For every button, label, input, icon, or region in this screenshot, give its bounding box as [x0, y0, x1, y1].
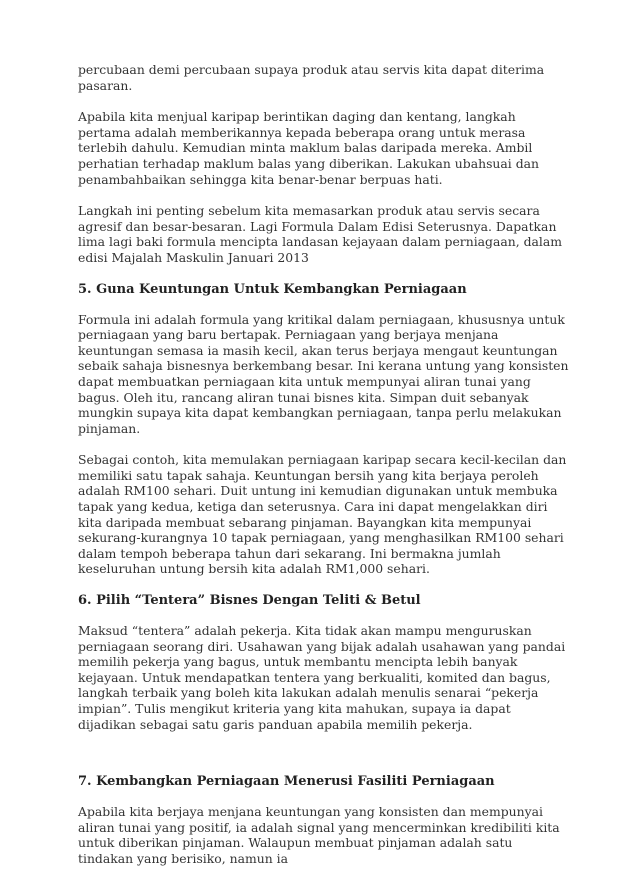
- section-gap: [78, 748, 570, 774]
- section-heading-6: 6. Pilih “Tentera” Bisnes Dengan Teliti & Betul: [78, 593, 421, 609]
- paragraph: Formula ini adalah formula yang kritikal dalam perniagaan, khususnya untuk perniagaan yang baru bertapak. Perniagaan yang berjaya menjana keuntungan semasa ia masih kecil, akan terus berjaya mengaut keuntungan sebaik sahaja bisnesnya berkembang besar. Ini kerana untung yang konsisten dapat membuatkan perniagaan kita untuk mempunyai aliran tunai yang bagus. Oleh itu, rancang aliran tunai bisnes kita. Simpan duit sebanyak mungkin supaya kita dapat kembangkan perniagaan, tanpa perlu melakukan pinjaman.: [78, 311, 569, 436]
- paragraph: percubaan demi percubaan supaya produk atau servis kita dapat diterima pasaran.: [78, 62, 545, 93]
- paragraph: Apabila kita berjaya menjana keuntungan yang konsisten dan mempunyai aliran tunai yang positif, ia adalah signal yang mencerminkan kredibiliti kita untuk diberikan pinjaman. Walaupun membuat pinjaman adalah satu tindakan yang berisiko, namun ia: [78, 804, 560, 866]
- paragraph: Langkah ini penting sebelum kita memasarkan produk atau servis secara agresif dan besar-besaran. Lagi Formula Dalam Edisi Seterusnya. Dapatkan lima lagi baki formula mencipta landasan kejayaan dalam perniagaan, dalam edisi Majalah Maskulin Januari 2013: [78, 203, 563, 265]
- section-heading-7: 7. Kembangkan Perniagaan Menerusi Fasiliti Perniagaan: [78, 774, 495, 790]
- paragraph: Sebagai contoh, kita memulakan perniagaan karipap secara kecil-kecilan dan memiliki satu tapak sahaja. Keuntungan bersih yang kita berjaya peroleh adalah RM100 sehari. Duit untung ini kemudian digunakan untuk membuka tapak yang kedua, ketiga dan seterusnya. Cara ini dapat mengelakkan diri kita daripada membuat sebarang pinjaman. Bayangkan kita mempunyai sekurang-kurangnya 10 tapak perniagaan, yang menghasilkan RM100 sehari dalam tempoh beberapa tahun dari sekarang. Ini bermakna jumlah keseluruhan untung bersih kita adalah RM1,000 sehari.: [78, 452, 567, 577]
- section-heading-5: 5. Guna Keuntungan Untuk Kembangkan Perniagaan: [78, 281, 467, 297]
- paragraph: Maksud “tentera” adalah pekerja. Kita tidak akan mampu menguruskan perniagaan seorang diri. Usahawan yang bijak adalah usahawan yang pandai memilih pekerja yang bagus, untuk membantu mencipta lebih banyak kejayaan. Untuk mendapatkan tentera yang berkualiti, komited dan bagus, langkah terbaik yang boleh kita lakukan adalah menulis senarai “pekerja impian”. Tulis mengikut kriteria yang kita mahukan, supaya ia dapat dijadikan sebagai satu garis panduan apabila memilih pekerja.: [78, 623, 566, 732]
- document-page: [78, 62, 570, 883]
- paragraph: Apabila kita menjual karipap berintikan daging dan kentang, langkah pertama adalah memberikannya kepada beberapa orang untuk merasa terlebih dahulu. Kemudian minta maklum balas daripada mereka. Ambil perhatian terhadap maklum balas yang diberikan. Lakukan ubahsuai dan penambahbaikan sehingga kita benar-benar berpuas hati.: [78, 109, 539, 187]
